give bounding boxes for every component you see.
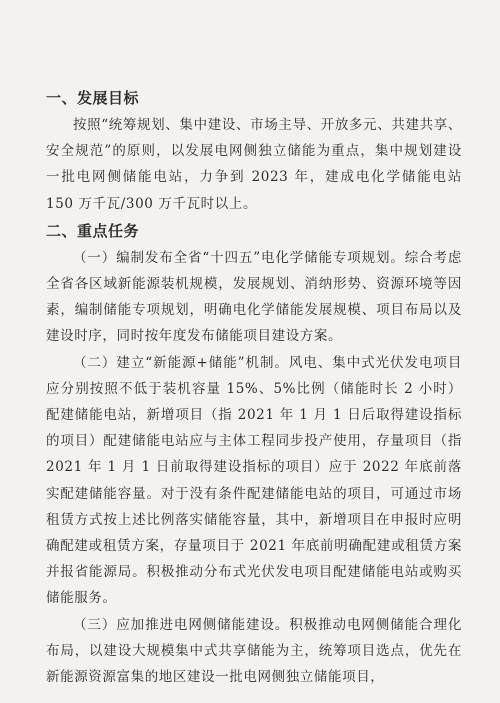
paragraph-task-2: （二）建立“新能源+储能”机制。风电、集中式光伏发电项目应分别按照不低于装机容量 15%、5%比例（储能时长 2 小时）配建储能电站，新增项目（指 2021 年 1 月 1 日后取得建设指标的项目）配建储能电站应与主体工程同步投产使用，存量项目（指 2021 年 1 月 1 日前取得建设指标的项目）应于 2022 年底前落实配建储能容量。对于没有条件配建储能电站的项目，可通过市场租赁方式按上述比例落实储能容量，其中，新增项目在申报时应明确配建或租赁方案，存量项目于 2021 年底前明确配建或租赁方案并报省能源局。积极推动分布式光伏发电项目配建储能电站或购买储能服务。: [46, 354, 462, 607]
paragraph-development-goals: 按照“统筹规划、集中建设、市场主导、开放多元、共建共享、安全规范”的原则，以发展电网侧独立储能为重点，集中规划建设一批电网侧储能电站，力争到 2023 年，建成电化学储能电站 150 万千瓦/300 万千瓦时以上。: [46, 117, 462, 212]
section-heading-key-tasks: 二、重点任务: [46, 221, 140, 240]
paragraph-task-1: （一）编制发布全省“十四五”电化学储能专项规划。综合考虑全省各区域新能源装机规模，发展规划、消纳形势、资源环境等因素，编制储能专项规划，明确电化学储能发展规模、项目布局以及建设时序，同时按年度发布储能项目建设方案。: [46, 249, 462, 345]
section-heading-development-goals: 一、发展目标: [46, 89, 140, 107]
paragraph-task-3: （三）应加推进电网侧储能建设。积极推动电网侧储能合理化布局，以建设大规模集中式共享储能为主，统筹项目选点，优先在新能源资源富集的地区建设一批电网侧独立储能项目，: [46, 616, 462, 686]
